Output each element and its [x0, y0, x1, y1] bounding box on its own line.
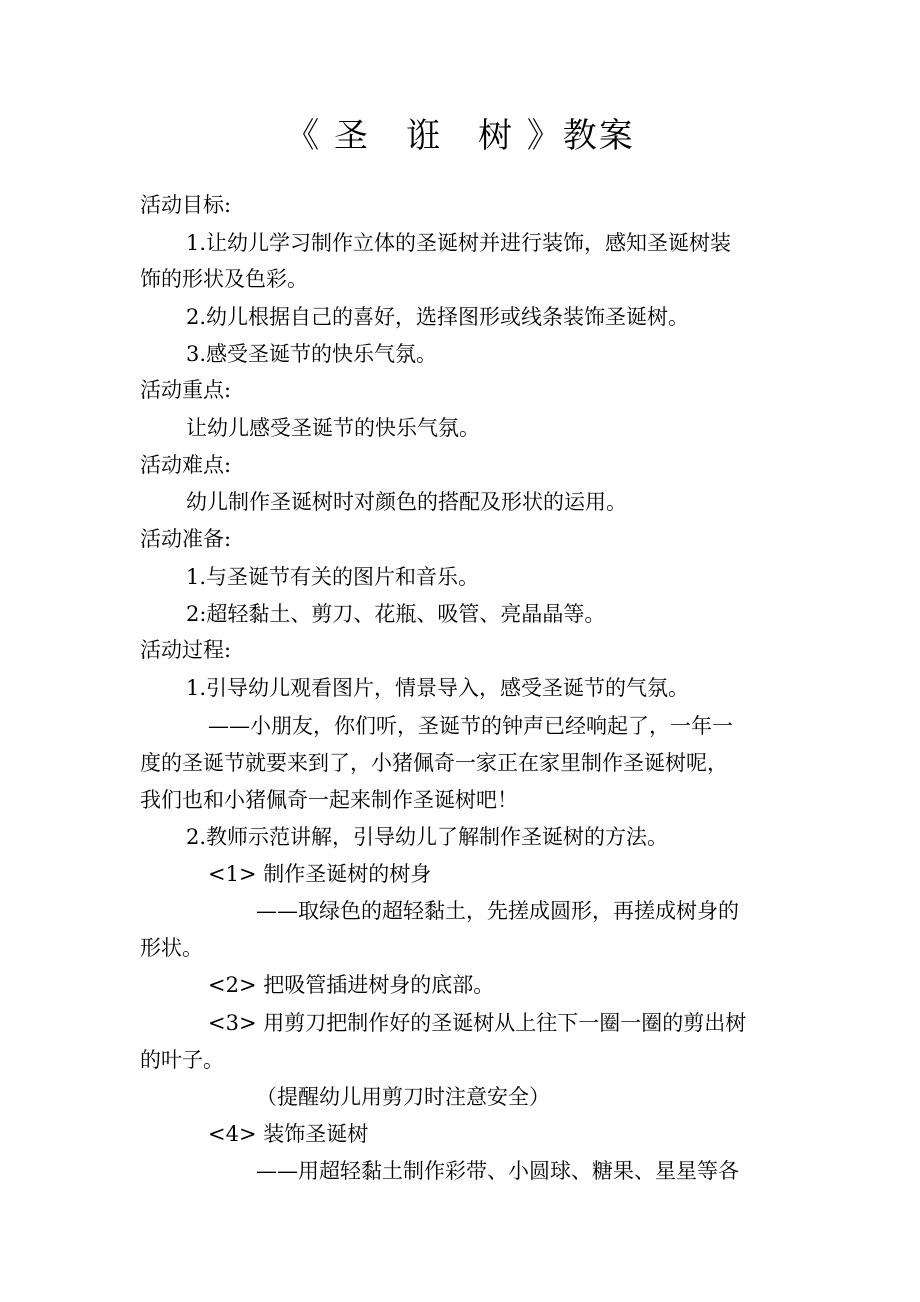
process-step-1-dialogue-line-1: ——小朋友，你们听，圣诞节的钟声已经响起了，一年一 — [208, 714, 733, 738]
substep-2: <2> 把吸管插进树身的底部。 — [208, 973, 495, 997]
key-point-text: 让幼儿感受圣诞节的快乐气氛。 — [186, 416, 480, 440]
objective-1-line-1: 1.让幼儿学习制作立体的圣诞树并进行装饰，感知圣诞树装 — [186, 231, 732, 255]
heading-process: 活动过程: — [140, 638, 232, 662]
difficulty-text: 幼儿制作圣诞树时对颜色的搭配及形状的运用。 — [186, 490, 627, 514]
safety-reminder: （提醒幼儿用剪刀时注意安全） — [256, 1085, 550, 1109]
preparation-2: 2:超轻黏土、剪刀、花瓶、吸管、亮晶晶等。 — [186, 602, 606, 626]
process-step-2: 2.教师示范讲解，引导幼儿了解制作圣诞树的方法。 — [186, 825, 669, 849]
substep-1-detail-line-1: ——取绿色的超轻黏土，先搓成圆形，再搓成树身的 — [256, 899, 739, 923]
substep-4-detail: ——用超轻黏土制作彩带、小圆球、糖果、星星等各 — [256, 1159, 739, 1183]
substep-3-line-2: 的叶子。 — [140, 1048, 224, 1072]
heading-difficulty: 活动难点: — [140, 453, 232, 477]
objective-1-line-2: 饰的形状及色彩。 — [140, 267, 308, 291]
heading-preparation: 活动准备: — [140, 527, 232, 551]
substep-1-detail-line-2: 形状。 — [140, 936, 203, 960]
substep-1-title: <1> 制作圣诞树的树身 — [208, 862, 432, 886]
substep-4-title: <4> 装饰圣诞树 — [208, 1122, 369, 1146]
process-step-1-dialogue-line-2: 度的圣诞节就要来到了，小猪佩奇一家正在家里制作圣诞树呢， — [140, 751, 728, 775]
objective-3: 3.感受圣诞节的快乐气氛。 — [186, 342, 438, 366]
objective-2: 2.幼儿根据自己的喜好，选择图形或线条装饰圣诞树。 — [186, 305, 690, 329]
process-step-1: 1.引导幼儿观看图片，情景导入，感受圣诞节的气氛。 — [186, 676, 690, 700]
heading-key-point: 活动重点: — [140, 378, 232, 402]
process-step-1-dialogue-line-3: 我们也和小猪佩奇一起来制作圣诞树吧！ — [140, 788, 518, 812]
preparation-1: 1.与圣诞节有关的图片和音乐。 — [186, 565, 480, 589]
substep-3-line-1: <3> 用剪刀把制作好的圣诞树从上往下一圈一圈的剪出树 — [208, 1011, 747, 1035]
document-title: 《 圣 诳 树 》教案 — [285, 116, 635, 156]
heading-objectives: 活动目标: — [140, 193, 232, 217]
